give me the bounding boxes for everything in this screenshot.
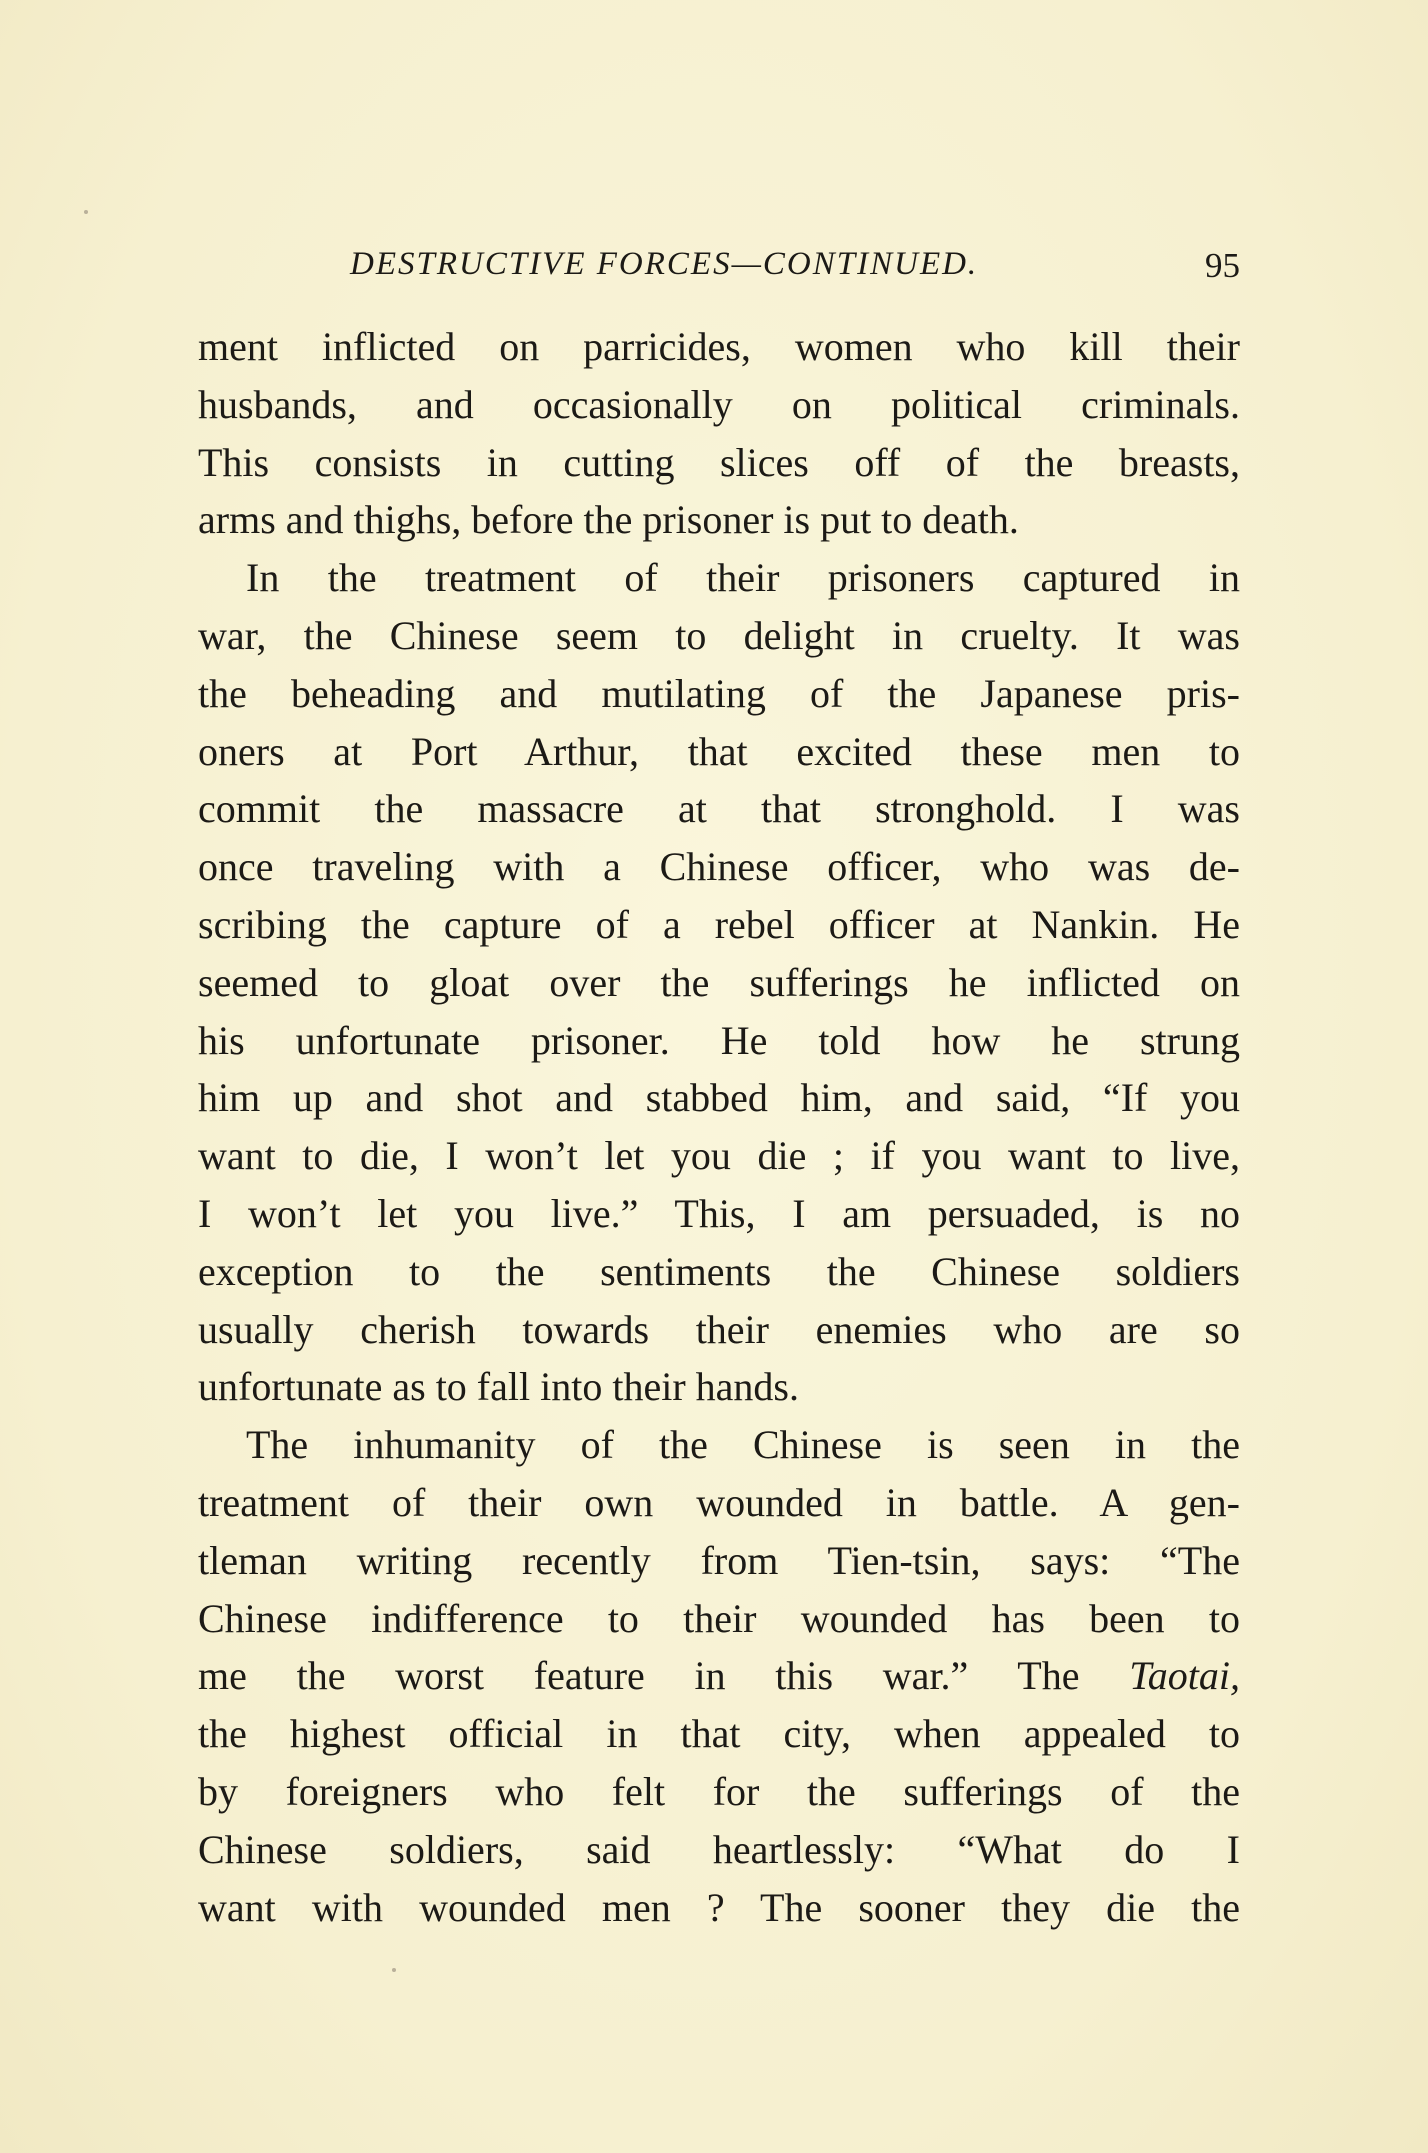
text-line: the beheading and mutilating of the Japanese pris- bbox=[198, 670, 1240, 716]
text-line-part: me the worst feature in this war.” The bbox=[198, 1653, 1080, 1699]
text-line: his unfortunate prisoner. He told how he strung bbox=[198, 1017, 1240, 1063]
text-line: treatment of their own wounded in battle. A gen- bbox=[198, 1479, 1240, 1525]
text-line: This consists in cutting slices off of the breasts, bbox=[198, 439, 1240, 485]
page-header bbox=[350, 246, 1240, 296]
paper-speck bbox=[84, 210, 88, 214]
text-line: ment inflicted on parricides, women who kill their bbox=[198, 324, 1240, 369]
running-head: DESTRUCTIVE FORCES—CONTINUED. bbox=[350, 246, 979, 282]
text-line: the highest official in that city, when appealed to bbox=[198, 1711, 1240, 1757]
text-line: him up and shot and stabbed him, and said, “If you bbox=[198, 1075, 1240, 1121]
paragraph-start-line: The inhumanity of the Chinese is seen in the bbox=[246, 1422, 1240, 1468]
italic-word-taotai: Taotai, bbox=[1129, 1653, 1241, 1699]
text-line: I won’t let you live.” This, I am persuaded, is no bbox=[198, 1190, 1240, 1236]
text-line: unfortunate as to fall into their hands. bbox=[198, 1364, 799, 1410]
text-line: tleman writing recently from Tien-tsin, says: “The bbox=[198, 1537, 1240, 1583]
text-line: want with wounded men ? The sooner they die the bbox=[198, 1884, 1240, 1930]
text-line: war, the Chinese seem to delight in cruelty. It was bbox=[198, 612, 1240, 658]
text-line: husbands, and occasionally on political criminals. bbox=[198, 381, 1240, 427]
paragraph-start-line: In the treatment of their prisoners captured in bbox=[246, 555, 1240, 601]
text-line: Chinese soldiers, said heartlessly: “What do I bbox=[198, 1826, 1240, 1872]
text-line: exception to the sentiments the Chinese soldiers bbox=[198, 1248, 1240, 1294]
body-text bbox=[198, 318, 1240, 1936]
text-line: seemed to gloat over the sufferings he inflicted on bbox=[198, 959, 1240, 1005]
page-number: 95 bbox=[1205, 246, 1240, 285]
text-line: scribing the capture of a rebel officer at Nankin. He bbox=[198, 901, 1240, 947]
text-line: commit the massacre at that stronghold. I was bbox=[198, 786, 1240, 832]
paper-speck bbox=[392, 1968, 396, 1972]
text-line: arms and thighs, before the prisoner is put to death. bbox=[198, 497, 1019, 543]
text-line: Chinese indifference to their wounded has been to bbox=[198, 1595, 1240, 1641]
text-line: oners at Port Arthur, that excited these men to bbox=[198, 728, 1240, 774]
text-line: once traveling with a Chinese officer, who was de- bbox=[198, 844, 1240, 890]
text-line: usually cherish towards their enemies who are so bbox=[198, 1306, 1240, 1352]
text-line: want to die, I won’t let you die ; if you want to live, bbox=[198, 1133, 1240, 1179]
text-line: by foreigners who felt for the sufferings of the bbox=[198, 1768, 1240, 1814]
text-line-with-italic bbox=[198, 1647, 1240, 1705]
